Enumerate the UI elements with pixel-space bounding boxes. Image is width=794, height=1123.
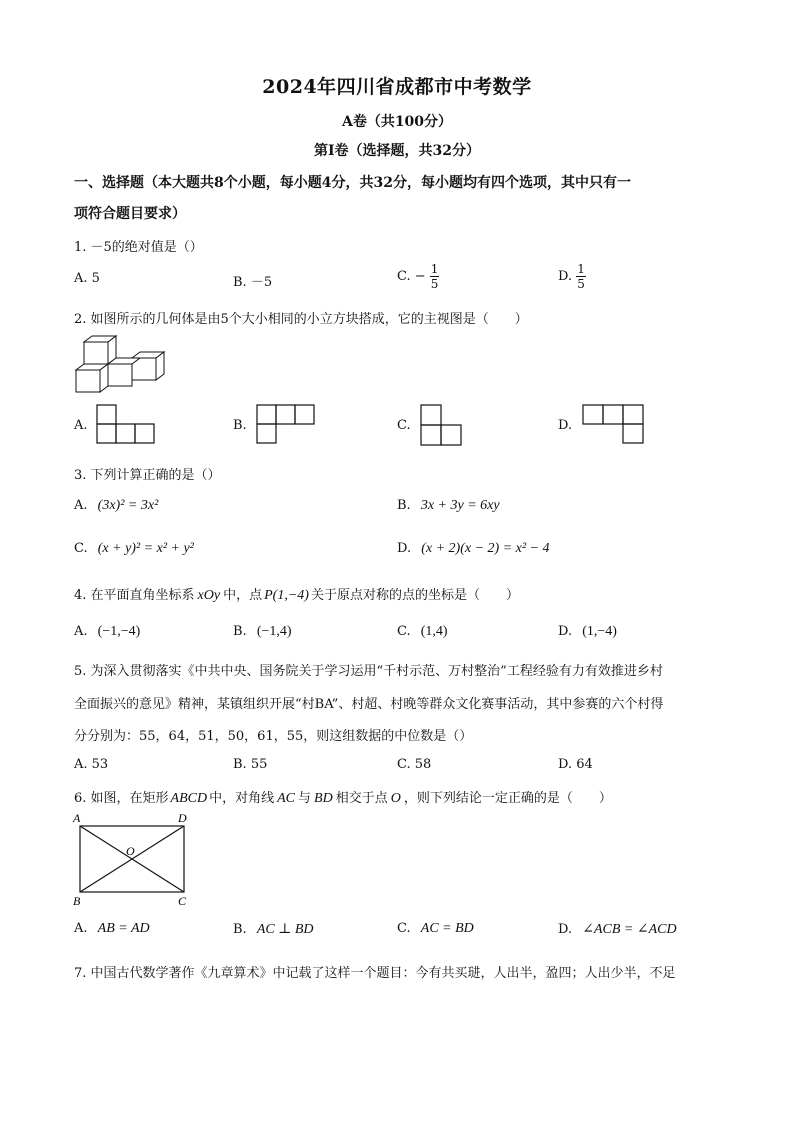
- question-5-line-2: 全面振兴的意见》精神，某镇组织开展“村BA”、村超、村晚等群众文化赛事活动，其中参赛的六个村得: [74, 697, 664, 712]
- label-a: A: [73, 811, 81, 825]
- q1-option-d-fraction: [576, 262, 586, 291]
- q4-option-b: [233, 624, 292, 640]
- section-heading-cont: 项符合题目要求）: [74, 206, 186, 222]
- q2-option-c: C.: [397, 418, 411, 433]
- q1-d-denominator: 5: [577, 277, 585, 291]
- q2-option-c-view: [420, 404, 464, 446]
- q6-a-label: A.: [74, 921, 88, 936]
- question-4-stem: [74, 584, 519, 604]
- question-5-line-1: 5. 为深入贯彻落实《中共中央、国务院关于学习运用“千村示范、万村整治”工程经验有力有效推进乡村: [74, 664, 663, 679]
- q3-a-expr: (3x)² = 3x²: [97, 498, 159, 513]
- q2-option-d: D.: [558, 418, 573, 433]
- q5-option-a: A. 53: [74, 757, 109, 772]
- q6-option-a: [74, 921, 150, 937]
- q1-option-c: [397, 262, 439, 291]
- q2-option-b: B.: [233, 418, 247, 433]
- q6-b-label: B.: [233, 922, 247, 937]
- q3-a-label: A.: [74, 498, 88, 513]
- q2-option-a: A.: [74, 418, 88, 433]
- q6-diag-bd: BD: [314, 791, 333, 806]
- q5-option-d: D. 64: [558, 757, 593, 772]
- q4-c-label: C.: [397, 624, 411, 639]
- q6-c-label: C.: [397, 921, 411, 936]
- q6-point-o: O: [390, 791, 401, 806]
- question-5-line-3: 分分别为：55，64，51，50，61，55，则这组数据的中位数是（）: [74, 729, 473, 744]
- q3-b-expr: 3x + 3y = 6xy: [420, 498, 500, 513]
- q4-d-expr: (1,−4): [582, 624, 617, 639]
- cube-solid-figure: [74, 334, 168, 396]
- q1-option-d: [558, 262, 586, 291]
- q3-c-label: C.: [74, 541, 88, 556]
- q6-diag-ac: AC: [277, 791, 296, 806]
- label-c: C: [178, 894, 187, 908]
- q6-option-b: [233, 921, 314, 938]
- q1-option-a: A. 5: [74, 271, 100, 286]
- q3-b-label: B.: [397, 498, 411, 513]
- q3-d-expr: (x + 2)(x − 2) = x² − 4: [421, 541, 550, 556]
- q1-c-denominator: 5: [430, 277, 439, 291]
- q4-option-a: [74, 624, 140, 640]
- q4-point: P(1,−4): [264, 588, 309, 603]
- label-b: B: [73, 894, 81, 908]
- q6-stem-mid2: 与: [298, 791, 312, 806]
- q6-stem-mid3: 相交于点: [335, 791, 388, 806]
- q4-a-expr: (−1,−4): [97, 624, 141, 639]
- q4-option-c: [397, 624, 448, 640]
- q1-option-d-prefix: D.: [558, 269, 573, 284]
- q3-option-b: [397, 498, 500, 514]
- q4-b-label: B.: [233, 624, 247, 639]
- q1-option-b: B. －5: [233, 275, 273, 290]
- q5-option-b: B. 55: [233, 757, 268, 772]
- q1-d-numerator: 1: [577, 262, 585, 276]
- q2-option-b-view: [256, 404, 318, 446]
- question-1-stem: 1. －5的绝对值是（）: [74, 240, 203, 255]
- q4-stem-post: 关于原点对称的点的坐标是（ ）: [310, 588, 519, 603]
- q6-rect-name: ABCD: [170, 791, 208, 806]
- section-heading: 一、选择题（本大题共8个小题，每小题4分，共32分，每小题均有四个选项，其中只有一: [74, 175, 631, 191]
- q6-option-d: [558, 921, 677, 938]
- q6-c-expr: AC = BD: [420, 921, 474, 936]
- q6-a-expr: AB = AD: [97, 921, 150, 936]
- q6-stem-pre: 6. 如图，在矩形: [74, 791, 169, 806]
- q1-option-c-fraction: [430, 262, 440, 291]
- q3-option-d: [397, 541, 550, 557]
- q6-option-c: [397, 921, 474, 937]
- q6-d-expr: ∠ACB = ∠ACD: [582, 922, 677, 937]
- label-o: O: [126, 844, 135, 858]
- q3-d-label: D.: [397, 541, 412, 556]
- q4-d-label: D.: [558, 624, 573, 639]
- q4-a-label: A.: [74, 624, 88, 639]
- question-3-stem: 3. 下列计算正确的是（）: [74, 468, 221, 483]
- q3-option-c: [74, 541, 194, 557]
- q2-option-d-view: [582, 404, 644, 446]
- q6-stem-post: ，则下列结论一定正确的是（ ）: [403, 791, 612, 806]
- label-d: D: [178, 811, 187, 825]
- q3-c-expr: (x + y)² = x² + y²: [97, 541, 194, 556]
- volume-1-label: 第I卷（选择题，共32分）: [313, 143, 481, 159]
- q5-option-c: C. 58: [397, 757, 432, 772]
- q4-c-expr: (1,4): [420, 624, 448, 639]
- q4-stem-pre: 4. 在平面直角坐标系: [74, 588, 195, 603]
- question-6-stem: [74, 787, 612, 807]
- q4-option-d: [558, 624, 617, 640]
- q4-coord-system: xOy: [197, 588, 221, 603]
- q6-stem-mid1: 中，对角线: [209, 791, 275, 806]
- q4-stem-mid: 中，点: [223, 588, 263, 603]
- q2-option-a-view: [96, 404, 158, 446]
- q6-b-expr: AC ⊥ BD: [256, 922, 314, 937]
- paper-a-label: A卷（共100分）: [341, 114, 453, 130]
- q6-d-label: D.: [558, 922, 573, 937]
- page-title: 2024年四川省成都市中考数学: [262, 76, 532, 98]
- q3-option-a: [74, 498, 158, 514]
- q1-option-c-prefix: C. −: [397, 269, 426, 284]
- q1-c-numerator: 1: [430, 262, 439, 276]
- q4-b-expr: (−1,4): [256, 624, 292, 639]
- question-7-line-1: 7. 中国古代数学著作《九章算术》中记载了这样一个题目：今有共买琎，人出半，盈四；人出少半，不足: [74, 966, 676, 981]
- question-2-stem: 2. 如图所示的几何体是由5个大小相同的小立方块搭成，它的主视图是（ ）: [74, 312, 528, 327]
- rectangle-figure: [72, 812, 194, 908]
